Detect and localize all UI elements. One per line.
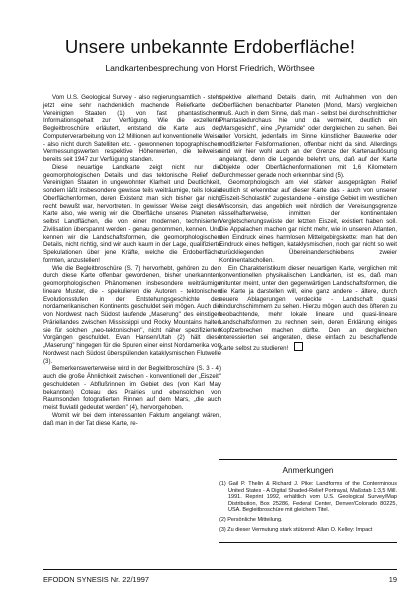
note-item: (1) Gail P. Thelin & Richard J. Pike: Landforms of the Conterminous United States - A Digital Shaded-Relief Portrayal, Maßstab 1:3,5 Mill. 1991. Reprint 1992, erhältlich vom U.S. Geological Survey/Map Distribution, Box 25286, Federal Center, Denver/Colorado 80225, USA. Begleitbroschüre mit gleichem Titel. bbox=[219, 481, 397, 514]
page-subtitle: Landkartenbesprechung von Horst Friedrich, Wörthsee bbox=[105, 63, 315, 73]
paragraph-text: Ein Charakteristikum dieser neuartigen Karte, verglichen mit konventionellen physikalischen Landkarten, ist es, daß man mitunter meint, unter den gegenwärtigen Landschaftsformen, die die Karte ja darstellen will, eine ganz andere - ältere, durch neuere Ablagerungen verdeckte - Landschaft quasi hindurchschimmern zu sehen. Hierzu mögen auch des öfteren zu beobachtende, mehr lokale lineare und quasi-lineare Landschaftsformen zu rechnen sein, deren Erklärung einiges Kopfzerbrechen machen dürfte. Den an dergleichen Interessierten sei angeraten, diese einfach zu beschaffende Karte selbst zu studieren! bbox=[219, 264, 397, 352]
note-item: (2) Persönliche Mitteilung. bbox=[219, 516, 283, 523]
page-number: 19 bbox=[388, 575, 397, 584]
paragraph: Wie die Begleitbroschüre (S. 7) hervorhebt, gehören zu den durch diese Karte offenbar gewordenen, bisher unerkannten, geomorphologischen Phänomenen insbesondere weiträumige lineare Muster, die - spekulieren die Autoren - tektonischen Evolutionsstufen in der Entstehungsgeschichte des nordamerikanischen Kontinents geschuldet sein mögen. Auch die von Nordwest nach Südost laufende „Maserung" des einstigen Präriellandes zwischen Mississippi und Rocky Mountains halten sie für solchen „neo-tektonischen", nicht näher spezifizierten Vorgängen geschuldet. Evan Hansen/Utah (2) hält diese „Maserung" hingegen für die Spuren einer einst Nordamerika von Nordwest nach Südost überspülenden kataklysmischen Flutwelle (3). bbox=[43, 264, 221, 365]
paragraph: Diese neuartige Landkarte zeigt nicht nur die geomorphologischen Details und das tektonische Relief der Vereinigten Staaten in ungewohnter Klarheit und Deutlichkeit, sondern läßt insbesondere gewisse teils weiträumige, teils lokale Oberflächenformen, deren Existenz man sich bisher gar nicht recht bewußt war, hervortreten. In gewisser Weise zeigt diese Karte also, wie wenig wir die Oberfläche unseres Planeten - selbst Landflächen, die von einer modernen, technisierten Zivilisation überspannt werden - genau genommen, kennen. Und kennen wir die Landschaftsformen, die geomorphologischen Details, nicht richtig, sind wir auch kaum in der Lage, qualifizierte Spekulationen über jene Kräfte, welche die Erdoberfläche formten, anzustellen! bbox=[43, 163, 221, 264]
paragraph: Bemerkenswerterweise wird in der Begleitbroschüre (S. 3 - 4) auch die große Ähnlichkeit zwischen - konventionell der „Eiszeit" geschuldeten - Abflußrinnen im Gebiet des (von Karl May bekannten) Coteau des Prairies und ebensolchen von Raumsonden fotografierten Rinnen auf dem Mars, „die auch meist fluviatil gedeutet werden" (4), hervorgehoben. bbox=[43, 365, 221, 411]
notes-heading: Anmerkungen bbox=[282, 466, 334, 475]
note-item: (3) Zu dieser Vermutung stark stützend: Allan O. Kelley: Impact bbox=[219, 526, 373, 533]
paragraph: Womit wir bei dem interessanten Faktum angelangt wären, daß man in der Tat diese Karte, re- bbox=[43, 411, 221, 427]
end-mark-square-icon bbox=[294, 342, 303, 351]
page-title: Unsere unbekannte Erdoberfläche! bbox=[64, 36, 356, 57]
paragraph: spektive allerhand Details darin, mit Aufnahmen von den Oberflächen benachbarter Planeten (Mond, Mars) vergleichen muß. Auch in dem Sinne, daß man - selbst bei durchschnittlicher Phantasiedurchaus hie und da vermeint, deutlich ein „Marsgesicht", eine „Pyramide" oder dergleichen zu sehen. Bei aller Vorsicht, jedenfalls im Sinne künstlicher Bauwerke oder modifizierter Felsformationen, offenbar nicht da sind. Allerdings sind wir hier wohl auch an der Grenze der Kartenauflösung angelangt, denn die Legende belehrt uns, daß auf der Karte Objekte oder Oberflächenformationen mit 1,6 Kilometern Durchmesser gerade noch erkennbar sind (5). bbox=[219, 94, 397, 179]
notes-box bbox=[219, 459, 397, 543]
paragraph bbox=[219, 265, 397, 353]
paragraph: Geomorphologisch am viel stärker ausgeprägten Relief deutlich st erkennbar auf dieser Karte das - auch von unserer „Eiszeit-Scholastik" zugestandene - einstige Gebiet im westlichen Wisconsin, das angeblich weit nördlich der Vereisungsgrenze rässelhafterweise, inmitten der kontinentalen Vergletscherungswüste der letzten Eiszeit, existiert haben soll. Die Appalachen machen gar nicht mehr, wie in unseren Atlanten, den Eindruck eines harmlosen Mittelgebirgskette: man hat den Eindruck eines heftigen, kataklysmischen, noch gar nicht so weit zurückliegenden Übereinanderschiebens zweier Kontinentalschollen. bbox=[219, 179, 397, 264]
footer-divider bbox=[43, 569, 397, 570]
footer-publication: EFODON SYNESIS Nr. 22/1997 bbox=[43, 575, 149, 584]
right-column bbox=[219, 94, 397, 353]
left-column bbox=[43, 94, 221, 427]
paragraph: Vom U.S. Geological Survey - also regierungsamtlich - steht jetzt eine sehr nachdenklich machende Reliefkarte der Vereinigten Staaten (1) von fast phantastischem Informationsgehalt zur Verfügung. Wie die exzellente Begleitbroschüre erläutert, entstand die Karte aus der Computerverarbeitung von 12 Millionen auf konventionelle Weise - also nicht durch Satelliten etc. - gewonnenen topographischen Vermessungswerten respektive Höhenwerten, die teilweise bereits seit 1947 zur Verfügung standen. bbox=[43, 94, 221, 163]
